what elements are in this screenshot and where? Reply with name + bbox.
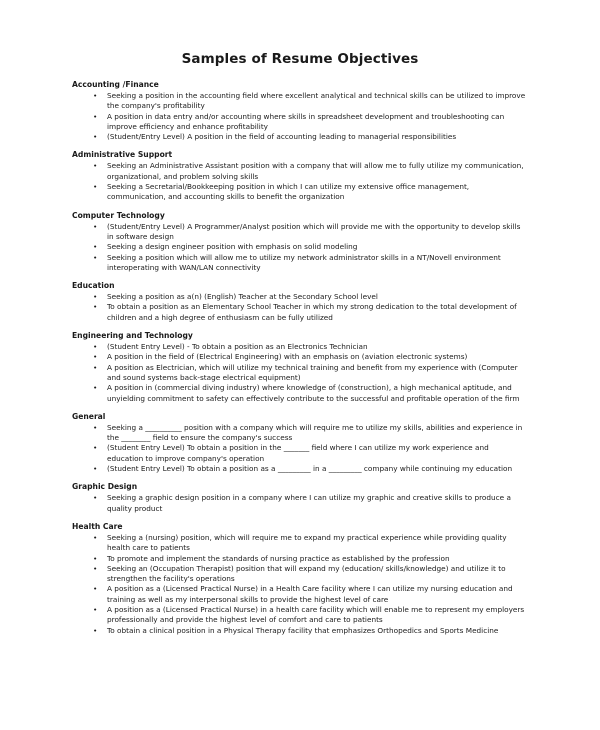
- objective-item: [72, 363, 527, 384]
- bullet-icon: •: [93, 91, 98, 100]
- objective-list: [72, 222, 527, 273]
- section-heading: Education: [72, 281, 115, 291]
- objective-text: Seeking a (nursing) position, which will require me to expand my practical experience while providing quality health care to patients: [107, 532, 507, 553]
- objective-item: [72, 342, 527, 352]
- objective-list: [72, 161, 527, 202]
- section-heading: General: [72, 411, 106, 421]
- section-heading: Administrative Support: [72, 150, 173, 160]
- objective-item: [72, 423, 527, 444]
- objective-text: A position as Electrician, which will utilize my technical training and benefit from my experience with (Computer and sound systems back-stage electrical equipment): [107, 362, 518, 382]
- section: [72, 150, 527, 202]
- section-heading: Health Care: [72, 521, 123, 531]
- bullet-icon: •: [93, 132, 98, 142]
- objective-list: [72, 423, 527, 474]
- objective-text: (Student/Entry Level) A position in the field of accounting leading to managerial responsibilities: [107, 132, 457, 142]
- objective-text: A position as a (Licensed Practical Nurse) in a Health Care facility where I can utilize my nursing education and training as well as my interpersonal skills to provide the highest level of care: [107, 584, 513, 604]
- bullet-icon: •: [93, 443, 98, 453]
- bullet-icon: •: [93, 352, 98, 362]
- bullet-icon: •: [93, 302, 98, 312]
- objective-text: (Student Entry Level) To obtain a position as a _________ in a _________ company while continuing my education: [107, 464, 513, 474]
- objective-item: [72, 383, 527, 404]
- bullet-icon: •: [93, 422, 98, 432]
- objective-text: (Student Entry Level) To obtain a position in the _______ field where I can utilize my work experience and education to improve company's operation: [107, 443, 489, 463]
- bullet-icon: •: [93, 161, 98, 171]
- objective-item: [72, 112, 527, 133]
- bullet-icon: •: [93, 362, 98, 372]
- objective-item: [72, 242, 527, 252]
- objective-item: [72, 464, 527, 474]
- bullet-icon: •: [93, 182, 98, 192]
- objective-item: [72, 533, 527, 554]
- bullet-icon: •: [93, 111, 98, 121]
- bullet-icon: •: [93, 221, 98, 231]
- bullet-icon: •: [93, 532, 98, 542]
- objective-text: Seeking a position in the accounting field where excellent analytical and technical skills can be utilized to improve the company's profitability: [107, 91, 526, 111]
- objective-item: [72, 554, 527, 564]
- section: [72, 331, 527, 404]
- objective-text: A position in data entry and/or accounting where skills in spreadsheet development and troubleshooting can improve efficiency and enhance profitability: [107, 111, 505, 131]
- objectives-list: [72, 80, 527, 644]
- bullet-icon: •: [93, 625, 98, 635]
- section-heading: Engineering and Technology: [72, 331, 193, 341]
- objective-item: [72, 352, 527, 362]
- objective-list: [72, 493, 527, 514]
- bullet-icon: •: [93, 563, 98, 573]
- section-heading: Computer Technology: [72, 210, 165, 220]
- bullet-icon: •: [93, 242, 98, 252]
- section: [72, 412, 527, 474]
- bullet-icon: •: [93, 604, 98, 614]
- bullet-icon: •: [93, 342, 98, 352]
- bullet-icon: •: [93, 383, 98, 393]
- objective-list: [72, 342, 527, 404]
- objective-item: [72, 564, 527, 585]
- objective-list: [72, 533, 527, 636]
- section: [72, 522, 527, 636]
- bullet-icon: •: [93, 292, 98, 302]
- section-heading: Graphic Design: [72, 482, 138, 492]
- objective-item: [72, 626, 527, 636]
- bullet-icon: •: [93, 584, 98, 594]
- objective-text: Seeking a __________ position with a company which will require me to utilize my skills, abilities and experience in the ________ field to ensure the company's success: [107, 422, 523, 443]
- bullet-icon: •: [93, 553, 98, 563]
- objective-text: A position in the field of (Electrical Engineering) with an emphasis on (aviation electronic systems): [107, 352, 468, 362]
- objective-text: To promote and implement the standards of nursing practice as established by the profession: [107, 553, 450, 563]
- objective-item: [72, 222, 527, 243]
- objective-text: Seeking a graphic design position in a company where I can utilize my graphic and creative skills to produce a quality product: [107, 493, 511, 513]
- objective-text: (Student Entry Level) - To obtain a position as an Electronics Technician: [107, 342, 368, 352]
- bullet-icon: •: [93, 464, 98, 474]
- objective-item: [72, 584, 527, 605]
- objective-item: [72, 161, 527, 182]
- page-title: Samples of Resume Objectives: [181, 51, 419, 67]
- bullet-icon: •: [93, 252, 98, 262]
- objective-item: [72, 493, 527, 514]
- objective-item: [72, 132, 527, 142]
- objective-list: [72, 91, 527, 142]
- objective-item: [72, 182, 527, 203]
- section-heading: Accounting /Finance: [72, 80, 159, 89]
- objective-text: A position as a (Licensed Practical Nurse) in a health care facility which will enable me to represent my employers professionally and provide the highest level of comfort and care to patients: [107, 604, 525, 625]
- section: [72, 482, 527, 514]
- objective-text: To obtain a clinical position in a Physical Therapy facility that emphasizes Orthopedics and Sports Medicine: [107, 625, 499, 635]
- objective-item: [72, 605, 527, 626]
- objective-text: Seeking a Secretarial/Bookkeeping position in which I can utilize my extensive office management, communication, and accounting skills to benefit the organization: [107, 182, 470, 202]
- objective-text: Seeking an (Occupation Therapist) position that will expand my (education/ skills/knowledge) and utilize it to strengthen the facility's operations: [107, 563, 506, 584]
- objective-text: Seeking an Administrative Assistant position with a company that will allow me to fully utilize my communication, organizational, and problem solving skills: [107, 161, 524, 181]
- objective-text: Seeking a position which will allow me to utilize my network administrator skills in a NT/Novell environment interoperating with WAN/LAN connectivity: [107, 252, 501, 272]
- objective-item: [72, 91, 527, 112]
- objective-text: Seeking a position as a(n) (English) Teacher at the Secondary School level: [107, 292, 378, 302]
- objective-item: [72, 443, 527, 464]
- objective-item: [72, 302, 527, 323]
- objective-list: [72, 292, 527, 323]
- objective-text: Seeking a design engineer position with emphasis on solid modeling: [107, 242, 358, 252]
- objective-text: To obtain a position as an Elementary School Teacher in which my strong dedication to the total development of children and a high degree of enthusiasm can be fully utilized: [107, 302, 517, 322]
- objective-text: (Student/Entry Level) A Programmer/Analyst position which will provide me with the opportunity to develop skills in software design: [107, 221, 521, 241]
- bullet-icon: •: [93, 493, 98, 503]
- objective-item: [72, 292, 527, 302]
- section: [72, 281, 527, 323]
- objective-text: A position in (commercial diving industry) where knowledge of (construction), a high mechanical aptitude, and unyielding commitment to safety can effectively contribute to the successful and profitable operation of the firm: [107, 383, 520, 403]
- section: [72, 211, 527, 273]
- objective-item: [72, 253, 527, 274]
- section: [72, 80, 527, 142]
